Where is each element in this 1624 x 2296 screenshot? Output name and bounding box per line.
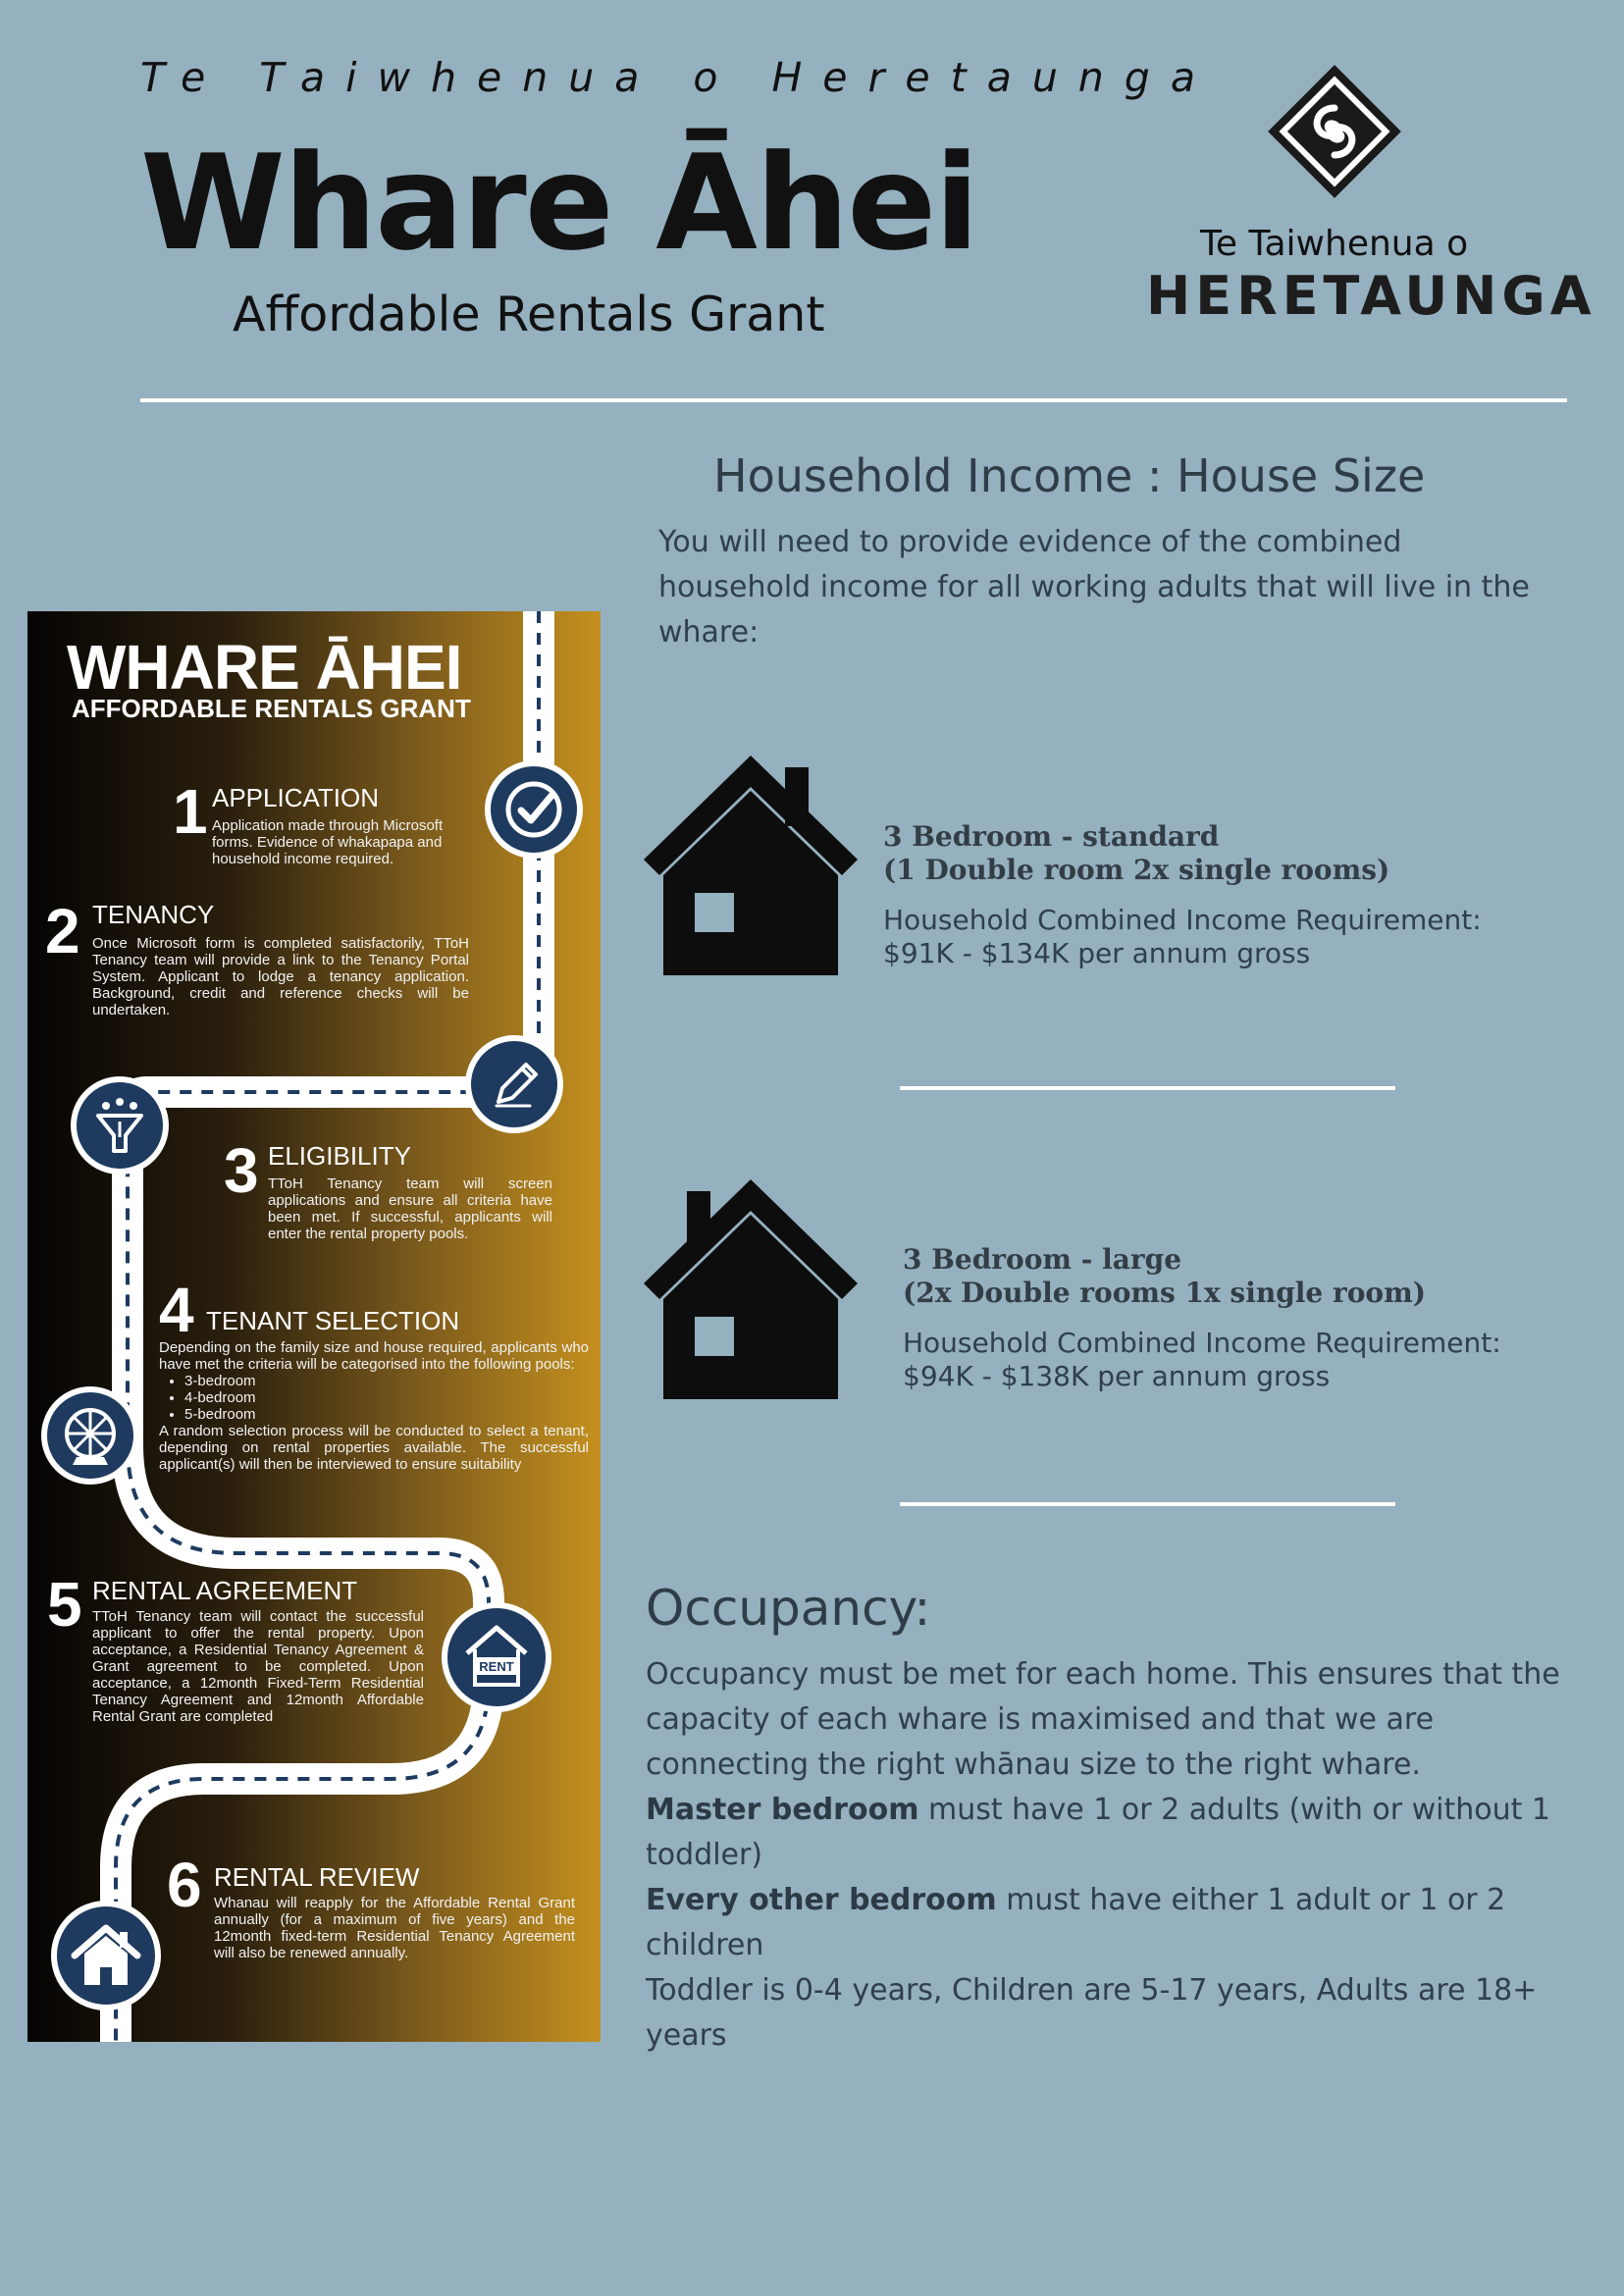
income-requirement-range: $91K - $134K per annum gross xyxy=(883,937,1311,969)
infographic-subtitle: AFFORDABLE RENTALS GRANT xyxy=(72,694,471,723)
logo-text-line2: HERETAUNGA xyxy=(1146,265,1597,327)
home-icon xyxy=(57,1906,155,2005)
section-divider xyxy=(900,1502,1395,1506)
logo-text-line1: Te Taiwhenua o xyxy=(1200,224,1469,264)
rent-sign-text: RENT xyxy=(479,1659,514,1674)
income-requirement-label: Household Combined Income Requirement: xyxy=(883,904,1482,936)
step-number: 3 xyxy=(224,1135,259,1206)
step-description: TToH Tenancy team will contact the successful applicant to offer the rental property. Upon acceptance, a Residential Tenancy Agreement & Grant agreement to be completed. Upon acceptance, a 12month Fixed-Term Residential Tenancy Agreement and 12month Affordable Rental Grant are completed xyxy=(92,1608,424,1725)
step-title: ELIGIBILITY xyxy=(268,1141,411,1171)
pool-list-item: • 3-bedroom xyxy=(184,1373,589,1389)
occupancy-master-rule xyxy=(646,1788,1588,1878)
income-intro: You will need to provide evidence of the combined household income for all working adults that will live in the whare: xyxy=(658,525,1530,650)
master-bedroom-text: must have 1 or 2 adults (with or without 1 toddler) xyxy=(646,1793,1550,1872)
occupancy-heading: Occupancy: xyxy=(646,1580,931,1637)
step-number: 4 xyxy=(159,1275,194,1345)
step-title: RENTAL REVIEW xyxy=(214,1862,420,1892)
house-option-title-line2: (1 Double room 2x single rooms) xyxy=(883,854,1390,886)
income-requirement-range: $94K - $138K per annum gross xyxy=(903,1360,1331,1392)
house-option-title xyxy=(903,1243,1426,1310)
page-title: Whare Āhei xyxy=(140,127,978,280)
house-option-title-line2: (2x Double rooms 1x single room) xyxy=(903,1277,1426,1309)
occupancy-other-rule xyxy=(646,1878,1588,1968)
page-subtitle: Affordable Rentals Grant xyxy=(233,287,825,342)
filter-funnel-icon xyxy=(77,1082,163,1169)
step-number: 2 xyxy=(45,896,80,966)
step-title: TENANCY xyxy=(92,900,215,929)
rent-house-icon xyxy=(447,1608,546,1706)
step-title: RENTAL AGREEMENT xyxy=(92,1576,358,1605)
step-badge xyxy=(51,1901,161,2010)
step-number: 1 xyxy=(173,776,208,847)
step-title: APPLICATION xyxy=(212,783,380,812)
step-number: 5 xyxy=(47,1569,82,1640)
house-option-requirement xyxy=(903,1327,1501,1393)
section-divider xyxy=(900,1086,1395,1090)
step-badge xyxy=(442,1602,551,1712)
income-heading: Household Income : House Size xyxy=(713,449,1426,502)
pool-list xyxy=(159,1373,589,1423)
occupancy-age-definitions: Toddler is 0-4 years, Children are 5-17 years, Adults are 18+ years xyxy=(646,1973,1538,2053)
step-badge xyxy=(485,760,583,859)
step-number: 6 xyxy=(167,1850,202,1920)
process-infographic xyxy=(27,611,601,2042)
step-description xyxy=(159,1339,589,1473)
step-title: TENANT SELECTION xyxy=(206,1306,460,1335)
step-description-intro: Depending on the family size and house required, applicants who have met the criteria will be categorised into the following pools: xyxy=(159,1339,589,1373)
step-badge xyxy=(41,1386,139,1485)
pool-list-item: • 5-bedroom xyxy=(184,1406,589,1423)
step-description: TToH Tenancy team will screen applications and ensure all criteria have been met. If successful, applicants will enter the rental property pools. xyxy=(268,1175,552,1242)
pencil-icon xyxy=(471,1041,557,1127)
header-divider xyxy=(140,398,1567,402)
step-description: Once Microsoft form is completed satisfactorily, TToH Tenancy team will provide a link to the Tenancy Portal System. Applicant to lodge a tenancy application. Background, credit and reference checks will be undertaken. xyxy=(92,935,469,1018)
step-badge xyxy=(465,1035,563,1133)
other-bedroom-label: Every other bedroom xyxy=(646,1883,997,1917)
pool-list-item: • 4-bedroom xyxy=(184,1389,589,1406)
step-badge xyxy=(71,1076,169,1174)
house-option-title-line1: 3 Bedroom - standard xyxy=(883,820,1220,853)
occupancy-intro: Occupancy must be met for each home. This ensures that the capacity of each whare is maximised and that we are connecting the right whānau size to the right whare. xyxy=(646,1657,1560,1782)
house-option-requirement xyxy=(883,904,1482,970)
lottery-wheel-icon xyxy=(47,1392,133,1479)
income-requirement-label: Household Combined Income Requirement: xyxy=(903,1327,1501,1359)
house-option-title-line1: 3 Bedroom - large xyxy=(903,1243,1182,1276)
step-description: Whanau will reapply for the Affordable Rental Grant annually (for a maximum of five years) and the 12month fixed-term Residential Tenancy Agreement will also be renewed annually. xyxy=(214,1895,575,1961)
step-description-outro: A random selection process will be conducted to select a tenant, depending on rental properties available. The successful applicant(s) will then be interviewed to ensure suitability xyxy=(159,1423,589,1473)
house-icon xyxy=(638,1162,864,1407)
infographic-title: WHARE ĀHEI xyxy=(67,632,462,703)
checkmark-icon xyxy=(491,766,577,853)
house-icon xyxy=(638,738,864,983)
occupancy-body xyxy=(646,1652,1588,2059)
master-bedroom-label: Master bedroom xyxy=(646,1793,919,1827)
house-option-title xyxy=(883,820,1389,887)
step-description: Application made through Microsoft forms. Evidence of whakapapa and household income required. xyxy=(212,817,444,867)
other-bedroom-text: must have either 1 adult or 1 or 2 children xyxy=(646,1883,1506,1962)
taiwhenua-logo-icon xyxy=(1266,63,1403,200)
organisation-tagline: Te Taiwhenua o Heretaunga xyxy=(140,54,1216,101)
